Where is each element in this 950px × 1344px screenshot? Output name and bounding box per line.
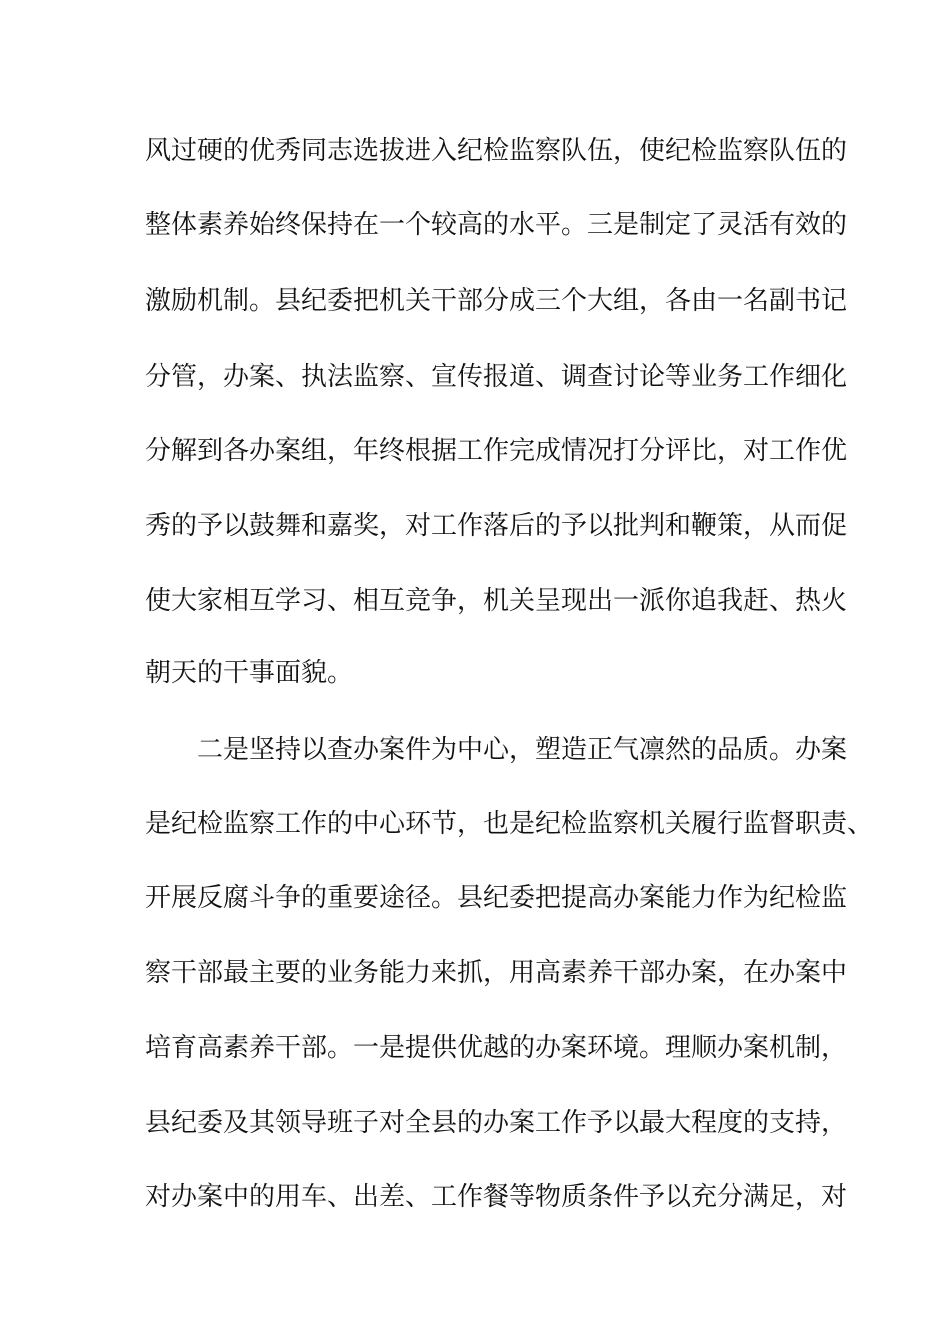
text-line: 对办案中的用车、出差、工作餐等物质条件予以充分满足，对	[145, 1182, 848, 1212]
text-line: 激励机制。县纪委把机关干部分成三个大组，各由一名副书记	[145, 286, 848, 316]
text-line: 风过硬的优秀同志选拔进入纪检监察队伍，使纪检监察队伍的	[145, 136, 848, 166]
text-line: 察干部最主要的业务能力来抓，用高素养干部办案，在办案中	[145, 958, 848, 988]
paragraph-first-line: 二是坚持以查办案件为中心，塑造正气凛然的品质。办案	[197, 735, 848, 765]
text-line: 秀的予以鼓舞和嘉奖，对工作落后的予以批判和鞭策，从而促	[145, 511, 848, 541]
text-line: 培育高素养干部。一是提供优越的办案环境。理顺办案机制，	[145, 1033, 848, 1063]
text-line: 分管，办案、执法监察、宣传报道、调查讨论等业务工作细化	[145, 362, 848, 392]
text-line: 是纪检监察工作的中心环节，也是纪检监察机关履行监督职责、	[145, 809, 874, 839]
text-line: 朝天的干事面貌。	[145, 658, 354, 688]
text-line: 使大家相互学习、相互竞争，机关呈现出一派你追我赶、热火	[145, 586, 848, 616]
text-line: 整体素养始终保持在一个较高的水平。三是制定了灵活有效的	[145, 210, 848, 240]
text-line: 县纪委及其领导班子对全县的办案工作予以最大程度的支持，	[145, 1108, 848, 1138]
text-line: 开展反腐斗争的重要途径。县纪委把提高办案能力作为纪检监	[145, 883, 848, 913]
text-line: 分解到各办案组，年终根据工作完成情况打分评比，对工作优	[145, 436, 848, 466]
